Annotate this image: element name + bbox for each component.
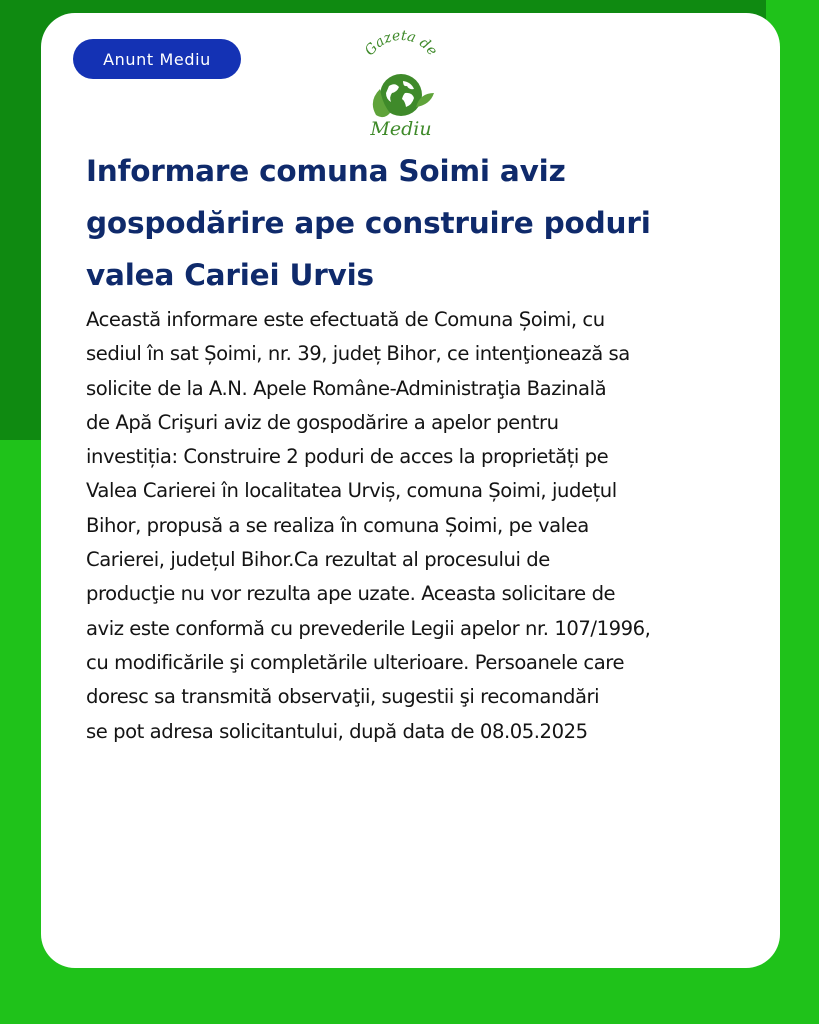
announcement-title <box>86 145 766 301</box>
logo-text-top: Gazeta de <box>361 29 441 59</box>
body-line: se pot adresa solicitantului, după data de 08.05.2025 <box>86 719 588 743</box>
body-line: Carierei, județul Bihor.Ca rezultat al procesului de <box>86 548 550 572</box>
announcement-card <box>41 13 780 968</box>
announcement-body <box>86 303 766 749</box>
body-line: cu modificările şi completările ulterioare. Persoanele care <box>86 650 625 674</box>
body-line: investiția: Construire 2 poduri de acces la proprietăți pe <box>86 445 609 469</box>
body-line: sediul în sat Șoimi, nr. 39, județ Bihor, ce intenţionează sa <box>86 342 630 366</box>
body-line: producţie nu vor rezulta ape uzate. Aceasta solicitare de <box>86 582 616 606</box>
category-badge[interactable]: Anunt Mediu <box>73 39 241 79</box>
body-line: aviz este conformă cu prevederile Legii apelor nr. 107/1996, <box>86 616 651 640</box>
logo-text-bottom: Mediu <box>370 118 432 140</box>
body-line: Această informare este efectuată de Comuna Șoimi, cu <box>86 308 605 331</box>
body-line: Valea Carierei în localitatea Urviș, comuna Șoimi, județul <box>86 479 617 503</box>
body-line: doresc sa transmită observaţii, sugestii şi recomandări <box>86 685 600 709</box>
body-line: de Apă Crişuri aviz de gospodărire a apelor pentru <box>86 410 559 434</box>
body-line: Bihor, propusă a se realiza în comuna Șoimi, pe valea <box>86 513 589 537</box>
body-line: solicite de la A.N. Apele Române-Administraţia Bazinală <box>86 376 607 400</box>
svg-text:Gazeta de <box>362 29 440 59</box>
title-line: Informare comuna Soimi aviz <box>86 154 566 188</box>
title-line: valea Cariei Urvis <box>86 258 374 292</box>
gazeta-de-mediu-logo <box>356 29 446 144</box>
title-line: gospodărire ape construire poduri <box>86 206 651 240</box>
